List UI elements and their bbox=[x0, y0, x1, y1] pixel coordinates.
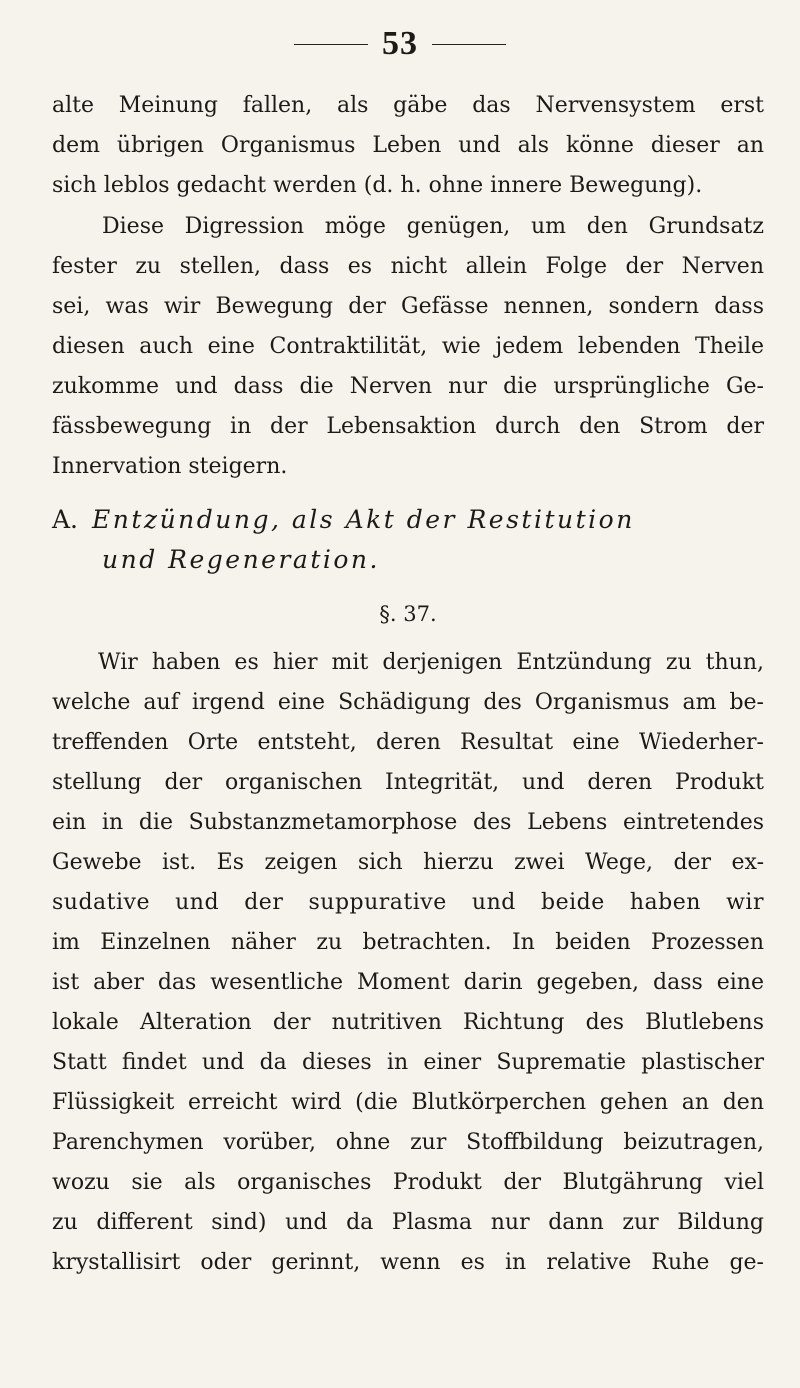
text-line: im Einzelnen näher zu betrachten. In beiden Prozessen bbox=[52, 930, 764, 955]
text-line: sei, was wir Bewegung der Gefässe nennen, sondern dass bbox=[52, 294, 764, 319]
heading-title-line1: Entzündung, als Akt der Restitution bbox=[92, 505, 635, 534]
section-number: §. 37. bbox=[379, 602, 437, 626]
header-rule-left bbox=[294, 44, 368, 45]
text-line: zukomme und dass die Nerven nur die ursprüngliche Ge- bbox=[52, 374, 764, 399]
text-line: stellung der organischen Integrität, und deren Produkt bbox=[52, 770, 764, 795]
text-line: Parenchymen vorüber, ohne zur Stoffbildung beizutragen, bbox=[52, 1130, 764, 1155]
text-line: Statt findet und da dieses in einer Suprematie plastischer bbox=[52, 1050, 764, 1075]
text-line: krystallisirt oder gerinnt, wenn es in relative Ruhe ge- bbox=[52, 1250, 764, 1275]
text-line: Diese Digression möge genügen, um den Grundsatz bbox=[102, 214, 764, 239]
text-line: zu different sind) und da Plasma nur dann zur Bildung bbox=[52, 1210, 764, 1235]
text-line: wozu sie als organisches Produkt der Blutgährung viel bbox=[52, 1170, 764, 1195]
text-line: alte Meinung fallen, als gäbe das Nervensystem erst bbox=[52, 93, 764, 118]
text-line: sich leblos gedacht werden (d. h. ohne innere Bewegung). bbox=[52, 173, 703, 198]
heading-title-line2: und Regeneration. bbox=[102, 545, 380, 574]
text-line: lokale Alteration der nutritiven Richtung des Blutlebens bbox=[52, 1010, 764, 1035]
text-line: fässbewegung in der Lebensaktion durch den Strom der bbox=[52, 414, 764, 439]
text-line: Gewebe ist. Es zeigen sich hierzu zwei Wege, der ex- bbox=[52, 850, 764, 875]
heading-label: A. bbox=[52, 505, 79, 534]
text-line: Innervation steigern. bbox=[52, 454, 288, 479]
section-heading bbox=[52, 500, 635, 540]
page-header bbox=[0, 14, 800, 74]
text-line: welche auf irgend eine Schädigung des Organismus am be- bbox=[52, 690, 764, 715]
text-line: Wir haben es hier mit derjenigen Entzündung zu thun, bbox=[98, 650, 764, 675]
header-rule-right bbox=[432, 44, 506, 45]
text-line: dem übrigen Organismus Leben und als könne dieser an bbox=[52, 133, 764, 158]
text-line: Flüssigkeit erreicht wird (die Blutkörperchen gehen an den bbox=[52, 1090, 764, 1115]
text-line: treffenden Orte entsteht, deren Resultat eine Wiederher- bbox=[52, 730, 764, 755]
text-line: diesen auch eine Contraktilität, wie jedem lebenden Theile bbox=[52, 334, 764, 359]
text-line: sudative und der suppurative und beide haben wir bbox=[52, 890, 764, 915]
text-line: fester zu stellen, dass es nicht allein Folge der Nerven bbox=[52, 254, 764, 279]
text-line: ein in die Substanzmetamorphose des Lebens eintretendes bbox=[52, 810, 764, 835]
text-line: ist aber das wesentliche Moment darin gegeben, dass eine bbox=[52, 970, 764, 995]
page-number: 53 bbox=[382, 25, 418, 62]
